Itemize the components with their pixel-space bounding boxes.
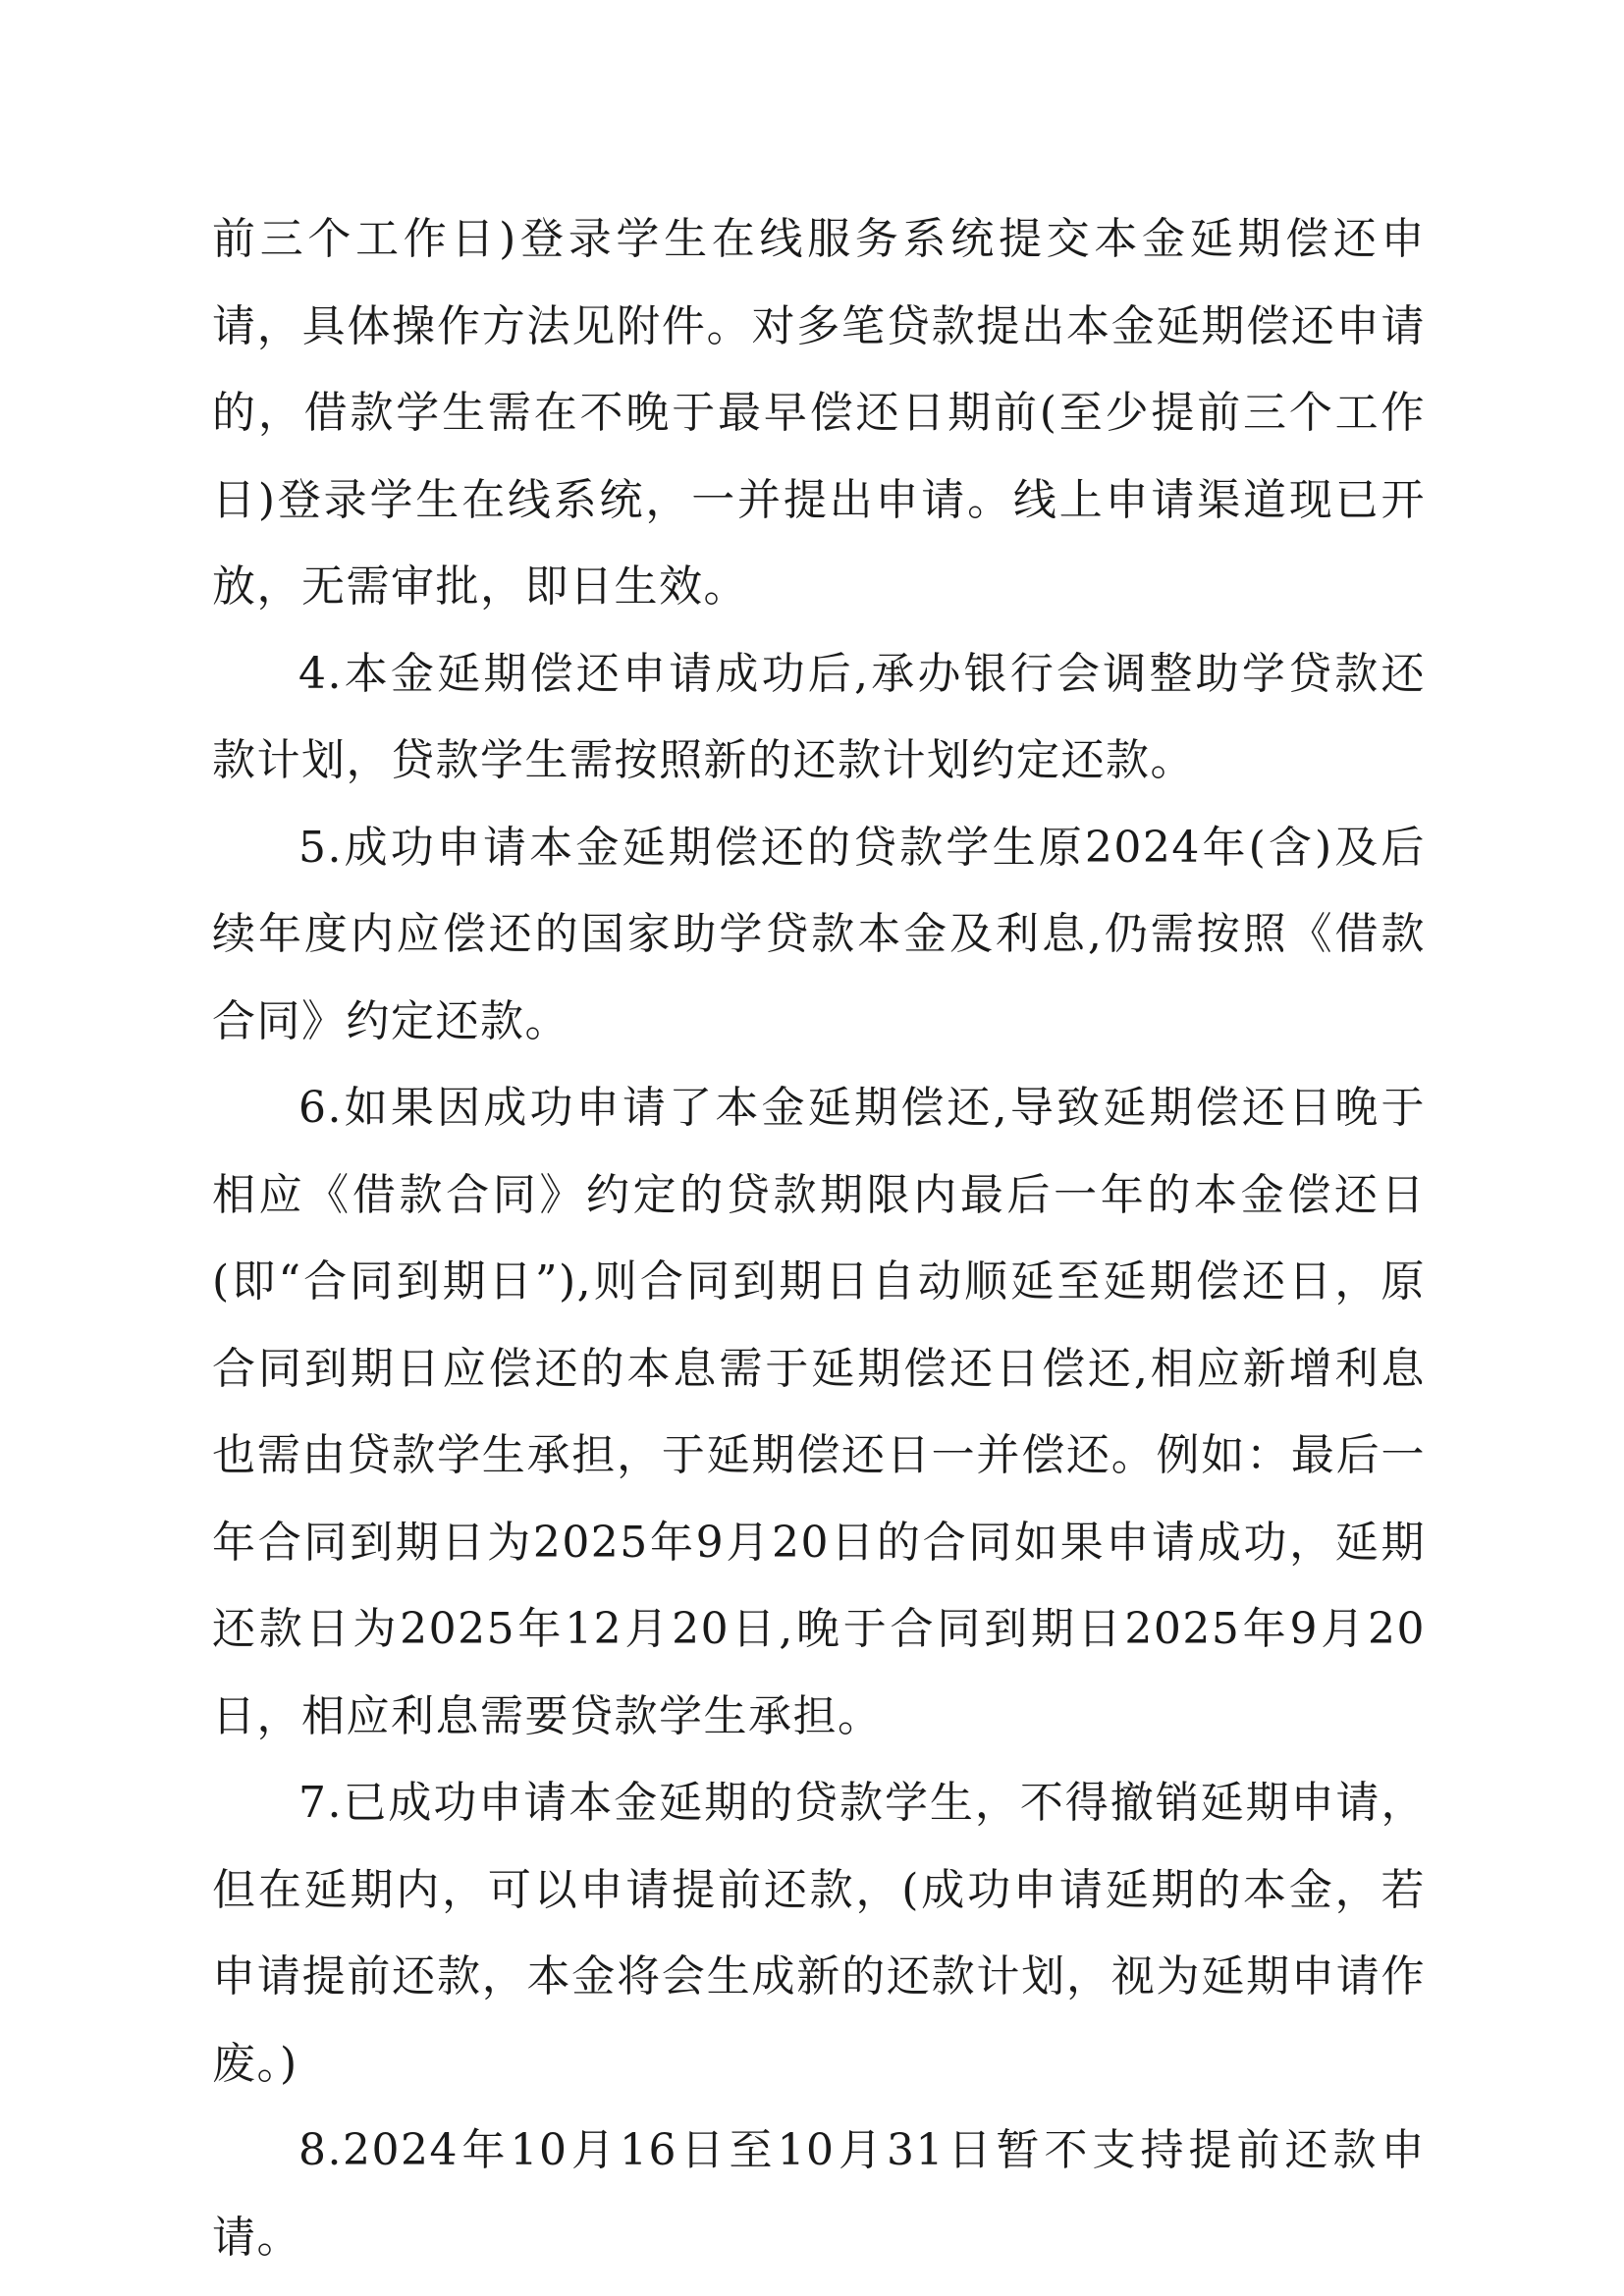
paragraph-item-5: 5.成功申请本金延期偿还的贷款学生原2024年(含)及后续年度内应偿还的国家助学贷款本金及利息,仍需按照《借款合同》约定还款。 <box>212 822 1426 1046</box>
paragraph-item-7: 7.已成功申请本金延期的贷款学生，不得撤销延期申请，但在延期内，可以申请提前还款，(成功申请延期的本金，若申请提前还款，本金将会生成新的还款计划，视为延期申请作废。) <box>212 1778 1426 2089</box>
document-body <box>212 196 1426 2281</box>
paragraph-item-6: 6.如果因成功申请了本金延期偿还,导致延期偿还日晚于相应《借款合同》约定的贷款期限内最后一年的本金偿还日(即“合同到期日”),则合同到期日自动顺延至延期偿还日，原合同到期日应偿还的本息需于延期偿还日偿还,相应新增利息也需由贷款学生承担，于延期偿还日一并偿还。例如：最后一年合同到期日为2025年9月20日的合同如果申请成功，延期还款日为2025年12月20日,晚于合同到期日2025年9月20日，相应利息需要贷款学生承担。 <box>212 1083 1426 1741</box>
paragraph-continued: 前三个工作日)登录学生在线服务系统提交本金延期偿还申请，具体操作方法见附件。对多笔贷款提出本金延期偿还申请的，借款学生需在不晚于最早偿还日期前(至少提前三个工作日)登录学生在线系统，一并提出申请。线上申请渠道现已开放，无需审批，即日生效。 <box>212 214 1426 612</box>
paragraph-item-8: 8.2024年10月16日至10月31日暂不支持提前还款申请。 <box>212 2125 1426 2263</box>
paragraph-item-4: 4.本金延期偿还申请成功后,承办银行会调整助学贷款还款计划，贷款学生需按照新的还款计划约定还款。 <box>212 648 1426 785</box>
